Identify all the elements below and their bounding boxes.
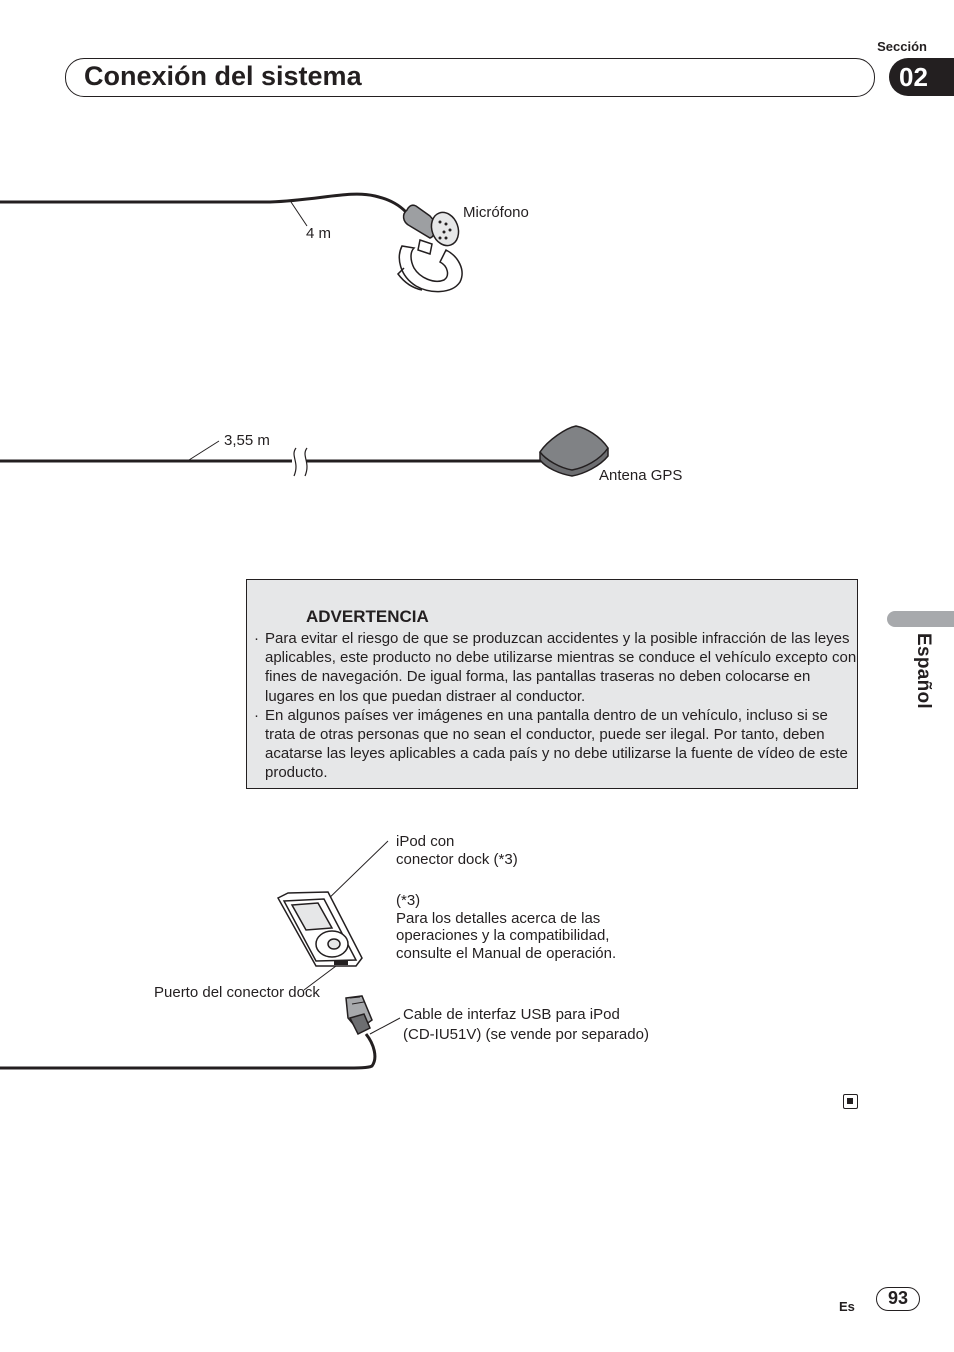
ipod-diagram [0,841,400,1068]
language-label: Español [913,633,934,710]
usb-cable [0,1034,375,1068]
gps-cable-length: 3,55 m [224,432,270,449]
warning-title: ADVERTENCIA [306,607,429,626]
ipod-note-line: Para los detalles acerca de las [396,909,601,927]
cable-break-mark [294,448,307,476]
usb-label-leader [370,1018,400,1034]
ipod-label [396,833,518,868]
microphone-label: Micrófono [463,204,529,221]
dock-port-label: Puerto del conector dock [154,984,320,1001]
usb-cable-label-line: Cable de interfaz USB para iPod [403,1006,620,1023]
ipod-icon [278,892,362,966]
gps-antenna-label: Antena GPS [599,467,683,484]
microphone-cable-length: 4 m [306,225,332,242]
gps-antenna-icon [540,426,608,476]
usb-cable-label [403,1005,649,1045]
usb-connector-icon [346,996,372,1034]
bullet: · [254,706,259,724]
page-title: Conexión del sistema [84,61,362,91]
usb-cable-label-line: (CD-IU51V) (se vende por separado) [403,1026,649,1043]
ipod-label-line: conector dock (*3) [396,850,518,868]
ipod-note-ref: (*3) [396,892,421,909]
bullet: · [254,630,259,647]
footer-language-code: Es [839,1299,855,1314]
section-label: Sección [877,39,927,54]
gps-length-leader [189,441,219,460]
warning-text: En algunos países ver imágenes en una pantalla dentro de un vehículo, incluso si se trata de otras personas que no sean el conductor, puede ser ilegal. Por tanto, deben acatarse las leyes aplicables a cada país y no debe utilizarse la fuente de vídeo de este producto. [265,706,848,782]
ipod-label-leader [322,841,388,905]
gps-diagram [0,426,608,476]
ipod-label-line: iPod con [396,833,455,850]
ipod-note [396,892,616,962]
end-of-section-mark [843,1094,858,1109]
microphone-icon [398,205,463,291]
section-number-badge: 02 [889,58,954,96]
ipod-note-line: consulte el Manual de operación. [396,944,617,962]
warning-text: Para evitar el riesgo de que se produzcan accidentes y la posible infracción de las leyes aplicables, este producto no debe utilizarse mientras se conduce el vehículo excepto con fines de navegación. De igual forma, las pantallas traseras no deben colocarse en lugares en los que puedan distraer al conductor. [265,630,857,705]
warning-list [254,629,858,783]
ipod-note-line: operaciones y la compatibilidad, [396,927,610,944]
microphone-length-leader [291,202,307,226]
warning-item [254,706,858,783]
microphone-diagram [0,194,463,291]
microphone-cable [0,194,406,212]
page-number: 93 [876,1287,920,1311]
warning-item [254,629,858,706]
